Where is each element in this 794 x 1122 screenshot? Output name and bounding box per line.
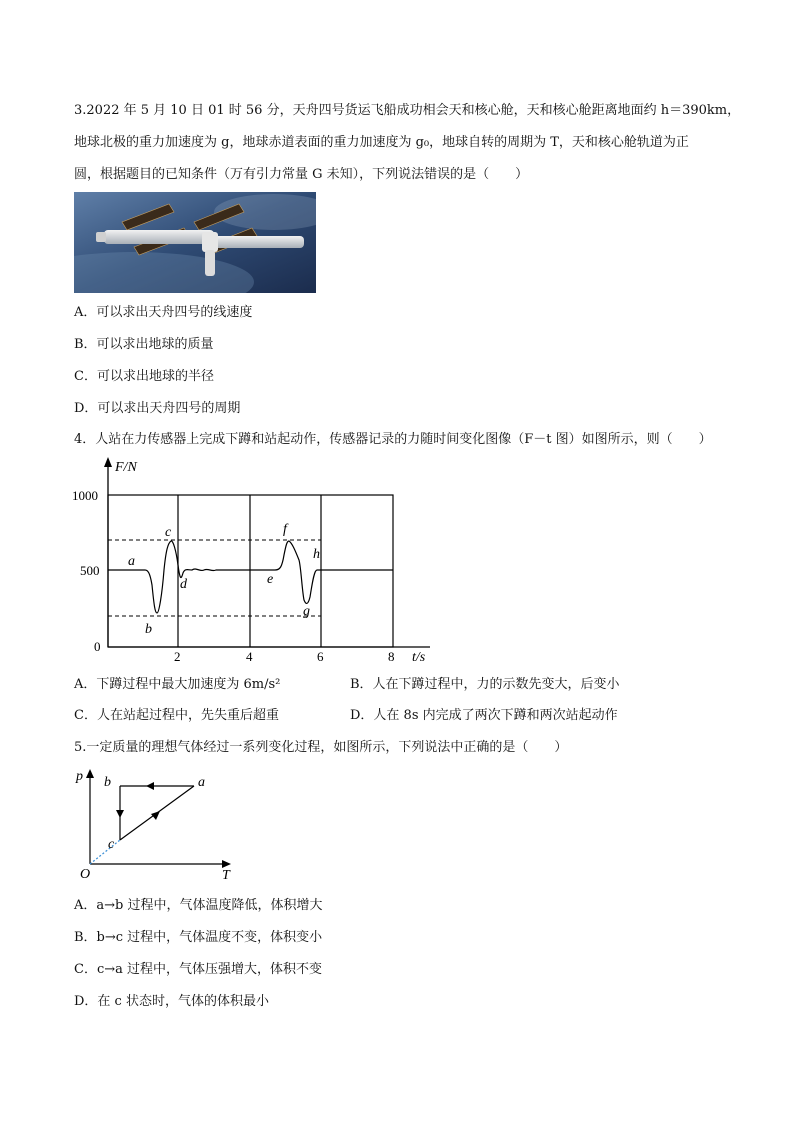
point-a: a	[198, 775, 205, 790]
arrow-a-b	[146, 782, 154, 790]
arrow-b-c	[116, 810, 124, 818]
q4-option-a: A．下蹲过程中最大加速度为 6m/s²	[74, 677, 281, 692]
point-b: b	[145, 622, 152, 637]
x-tick-2: 2	[174, 649, 181, 664]
q3-stem-line-1: 3.2022 年 5 月 10 日 01 时 56 分，天舟四号货运飞船成功相会天和核心舱，天和核心舱距离地面约 h＝390km，	[74, 103, 741, 118]
t-axis-label: T	[222, 868, 230, 881]
point-e: e	[267, 572, 274, 587]
q3-option-a: A．可以求出天舟四号的线速度	[74, 305, 253, 320]
point-c: c	[108, 837, 115, 852]
q3-stem-line-2: 地球北极的重力加速度为 g，地球赤道表面的重力加速度为 g₀，地球自转的周期为 T，天和核心舱轨道为正	[74, 135, 689, 150]
t-axis-arrow	[222, 860, 231, 868]
origin-extension	[90, 840, 120, 864]
point-c: c	[165, 525, 172, 540]
space-station-photo	[74, 192, 316, 293]
origin-label: O	[80, 867, 91, 881]
pressure-temperature-graph	[74, 766, 244, 881]
p-axis-arrow	[86, 769, 94, 778]
x-tick-4: 4	[246, 649, 253, 664]
force-time-graph	[70, 455, 450, 665]
q5-option-b: B．b→c 过程中，气体温度不变，体积变小	[74, 930, 323, 945]
q5-option-a: A．a→b 过程中，气体温度降低，体积增大	[74, 898, 323, 913]
q3-option-b: B．可以求出地球的质量	[74, 337, 214, 352]
arrow-c-a	[151, 811, 160, 820]
q5-stem: 5.一定质量的理想气体经过一系列变化过程，如图所示，下列说法中正确的是（ ）	[74, 740, 568, 755]
point-d: d	[180, 577, 187, 592]
point-f: f	[283, 522, 287, 537]
q4-option-b: B．人在下蹲过程中，力的示数先变大，后变小	[350, 677, 620, 692]
x-tick-6: 6	[317, 649, 324, 664]
point-b: b	[104, 775, 111, 790]
point-g: g	[303, 604, 310, 619]
x-tick-8: 8	[388, 649, 395, 664]
q5-option-d: D．在 c 状态时，气体的体积最小	[74, 994, 269, 1009]
q4-option-d: D．人在 8s 内完成了两次下蹲和两次站起动作	[350, 708, 618, 723]
point-a: a	[128, 554, 135, 569]
y-tick-500: 500	[80, 563, 100, 578]
q3-stem-line-3: 圆，根据题目的已知条件（万有引力常量 G 未知），下列说法错误的是（ ）	[74, 167, 529, 182]
q5-option-c: C．c→a 过程中，气体压强增大，体积不变	[74, 962, 323, 977]
y-tick-0: 0	[94, 639, 101, 654]
q3-option-c: C．可以求出地球的半径	[74, 369, 214, 384]
y-axis-arrow	[104, 457, 112, 467]
q4-stem: 4．人站在力传感器上完成下蹲和站起动作，传感器记录的力随时间变化图像（F－t 图）如图所示，则（ ）	[74, 432, 712, 447]
q3-option-d: D．可以求出天舟四号的周期	[74, 401, 241, 416]
p-axis-label: p	[76, 769, 83, 784]
y-tick-1000: 1000	[72, 488, 98, 503]
y-axis-label: F/N	[115, 460, 137, 475]
q4-option-c: C．人在站起过程中，先失重后超重	[74, 708, 279, 723]
point-h: h	[313, 547, 320, 562]
x-axis-label: t/s	[412, 650, 426, 665]
